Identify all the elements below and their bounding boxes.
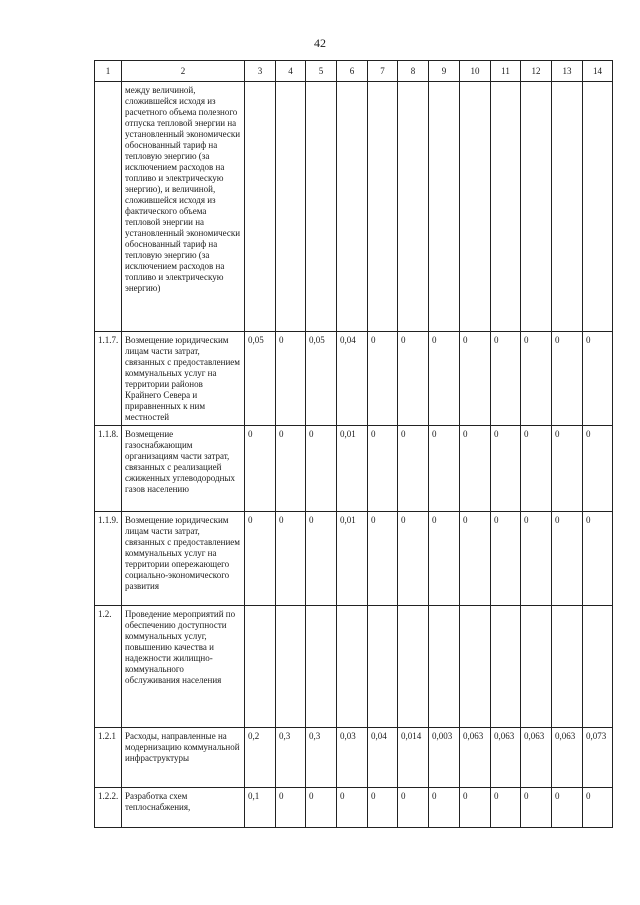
value-cell: 0 <box>583 332 613 426</box>
row-description: Разработка схем теплоснабжения, <box>122 788 245 828</box>
value-cell: 0 <box>460 426 491 512</box>
value-cell: 0 <box>583 426 613 512</box>
value-cell <box>583 606 613 728</box>
value-cell: 0 <box>491 332 521 426</box>
value-cell: 0 <box>460 512 491 606</box>
value-cell: 0 <box>491 426 521 512</box>
column-header: 6 <box>337 61 368 82</box>
value-cell: 0,04 <box>368 728 398 788</box>
value-cell <box>337 606 368 728</box>
value-cell: 0 <box>306 512 337 606</box>
value-cell: 0 <box>368 788 398 828</box>
row-number: 1.2.2. <box>95 788 122 828</box>
value-cell: 0,03 <box>337 728 368 788</box>
value-cell: 0 <box>398 332 429 426</box>
value-cell: 0 <box>368 426 398 512</box>
value-cell: 0 <box>245 426 276 512</box>
column-header: 8 <box>398 61 429 82</box>
page-number: 42 <box>314 36 326 50</box>
value-cell: 0 <box>521 512 552 606</box>
value-cell <box>429 82 460 332</box>
value-cell <box>398 606 429 728</box>
row-description: Возмещение юридическим лицам части затрат, связанных с предоставлением коммунальных услуг на территории опережающего социально-экономического развития <box>122 512 245 606</box>
value-cell: 0 <box>521 332 552 426</box>
column-header: 11 <box>491 61 521 82</box>
value-cell <box>245 606 276 728</box>
row-number: 1.1.9. <box>95 512 122 606</box>
column-header: 10 <box>460 61 491 82</box>
row-description: Возмещение газоснабжающим организациям части затрат, связанных с реализацией сжиженных углеводородных газов населению <box>122 426 245 512</box>
row-number: 1.2. <box>95 606 122 728</box>
value-cell <box>276 606 306 728</box>
row-number: 1.2.1 <box>95 728 122 788</box>
value-cell: 0 <box>306 426 337 512</box>
value-cell <box>245 82 276 332</box>
value-cell: 0 <box>429 512 460 606</box>
value-cell <box>460 606 491 728</box>
value-cell: 0 <box>368 332 398 426</box>
data-table <box>94 60 613 828</box>
value-cell: 0 <box>276 788 306 828</box>
table-row <box>95 82 613 332</box>
value-cell <box>583 82 613 332</box>
value-cell: 0 <box>460 332 491 426</box>
value-cell <box>552 606 583 728</box>
table-row <box>95 426 613 512</box>
value-cell: 0 <box>276 332 306 426</box>
value-cell: 0,04 <box>337 332 368 426</box>
value-cell: 0 <box>245 512 276 606</box>
column-header: 7 <box>368 61 398 82</box>
value-cell: 0 <box>552 332 583 426</box>
value-cell <box>460 82 491 332</box>
value-cell <box>398 82 429 332</box>
table-row <box>95 788 613 828</box>
row-number <box>95 82 122 332</box>
value-cell: 0 <box>491 512 521 606</box>
value-cell: 0 <box>276 426 306 512</box>
value-cell <box>368 82 398 332</box>
value-cell <box>276 82 306 332</box>
value-cell: 0 <box>276 512 306 606</box>
value-cell: 0,01 <box>337 512 368 606</box>
value-cell <box>521 82 552 332</box>
table-header-row <box>95 61 613 82</box>
value-cell: 0 <box>368 512 398 606</box>
value-cell: 0 <box>583 788 613 828</box>
row-description: Возмещение юридическим лицам части затрат, связанных с предоставлением коммунальных услуг на территории районов Крайнего Севера и приравненных к ним местностей <box>122 332 245 426</box>
value-cell: 0 <box>429 332 460 426</box>
value-cell <box>306 606 337 728</box>
value-cell: 0,05 <box>245 332 276 426</box>
value-cell: 0 <box>306 788 337 828</box>
row-description: Проведение мероприятий по обеспечению доступности коммунальных услуг, повышению качества и надежности жилищно-коммунального обслуживания населения <box>122 606 245 728</box>
value-cell: 0,014 <box>398 728 429 788</box>
column-header: 2 <box>122 61 245 82</box>
value-cell: 0 <box>429 426 460 512</box>
value-cell: 0 <box>521 788 552 828</box>
value-cell: 0 <box>552 512 583 606</box>
value-cell: 0,1 <box>245 788 276 828</box>
value-cell: 0,01 <box>337 426 368 512</box>
table-row <box>95 728 613 788</box>
table-row <box>95 606 613 728</box>
column-header: 13 <box>552 61 583 82</box>
value-cell: 0 <box>583 512 613 606</box>
value-cell: 0 <box>398 512 429 606</box>
value-cell: 0 <box>398 788 429 828</box>
value-cell: 0 <box>552 426 583 512</box>
column-header: 5 <box>306 61 337 82</box>
column-header: 4 <box>276 61 306 82</box>
column-header: 12 <box>521 61 552 82</box>
value-cell: 0 <box>460 788 491 828</box>
row-description: между величиной, сложившейся исходя из расчетного объема полезного отпуска тепловой энергии на установленный экономически обоснованный тариф на тепловую энергию (за исключением расходов на топливо и электрическую энергию), и величиной, сложившейся исходя из фактического объема тепловой энергии на установленный экономически обоснованный тариф на тепловую энергию (за исключением расходов на топливо и электрическую энергию) <box>122 82 245 332</box>
value-cell: 0 <box>521 426 552 512</box>
row-description: Расходы, направленные на модернизацию коммунальной инфраструктуры <box>122 728 245 788</box>
table-row <box>95 332 613 426</box>
value-cell: 0 <box>429 788 460 828</box>
row-number: 1.1.7. <box>95 332 122 426</box>
value-cell: 0 <box>491 788 521 828</box>
value-cell: 0,063 <box>552 728 583 788</box>
column-header: 9 <box>429 61 460 82</box>
value-cell: 0,073 <box>583 728 613 788</box>
table-row <box>95 512 613 606</box>
value-cell: 0,003 <box>429 728 460 788</box>
value-cell: 0,063 <box>460 728 491 788</box>
value-cell: 0,063 <box>491 728 521 788</box>
value-cell: 0,3 <box>276 728 306 788</box>
value-cell <box>521 606 552 728</box>
value-cell: 0 <box>398 426 429 512</box>
value-cell <box>337 82 368 332</box>
value-cell <box>491 606 521 728</box>
value-cell: 0,063 <box>521 728 552 788</box>
value-cell <box>552 82 583 332</box>
value-cell: 0,2 <box>245 728 276 788</box>
value-cell <box>368 606 398 728</box>
value-cell <box>306 82 337 332</box>
value-cell: 0,05 <box>306 332 337 426</box>
column-header: 14 <box>583 61 613 82</box>
value-cell <box>491 82 521 332</box>
value-cell <box>429 606 460 728</box>
value-cell: 0 <box>337 788 368 828</box>
column-header: 1 <box>95 61 122 82</box>
value-cell: 0,3 <box>306 728 337 788</box>
value-cell: 0 <box>552 788 583 828</box>
column-header: 3 <box>245 61 276 82</box>
row-number: 1.1.8. <box>95 426 122 512</box>
